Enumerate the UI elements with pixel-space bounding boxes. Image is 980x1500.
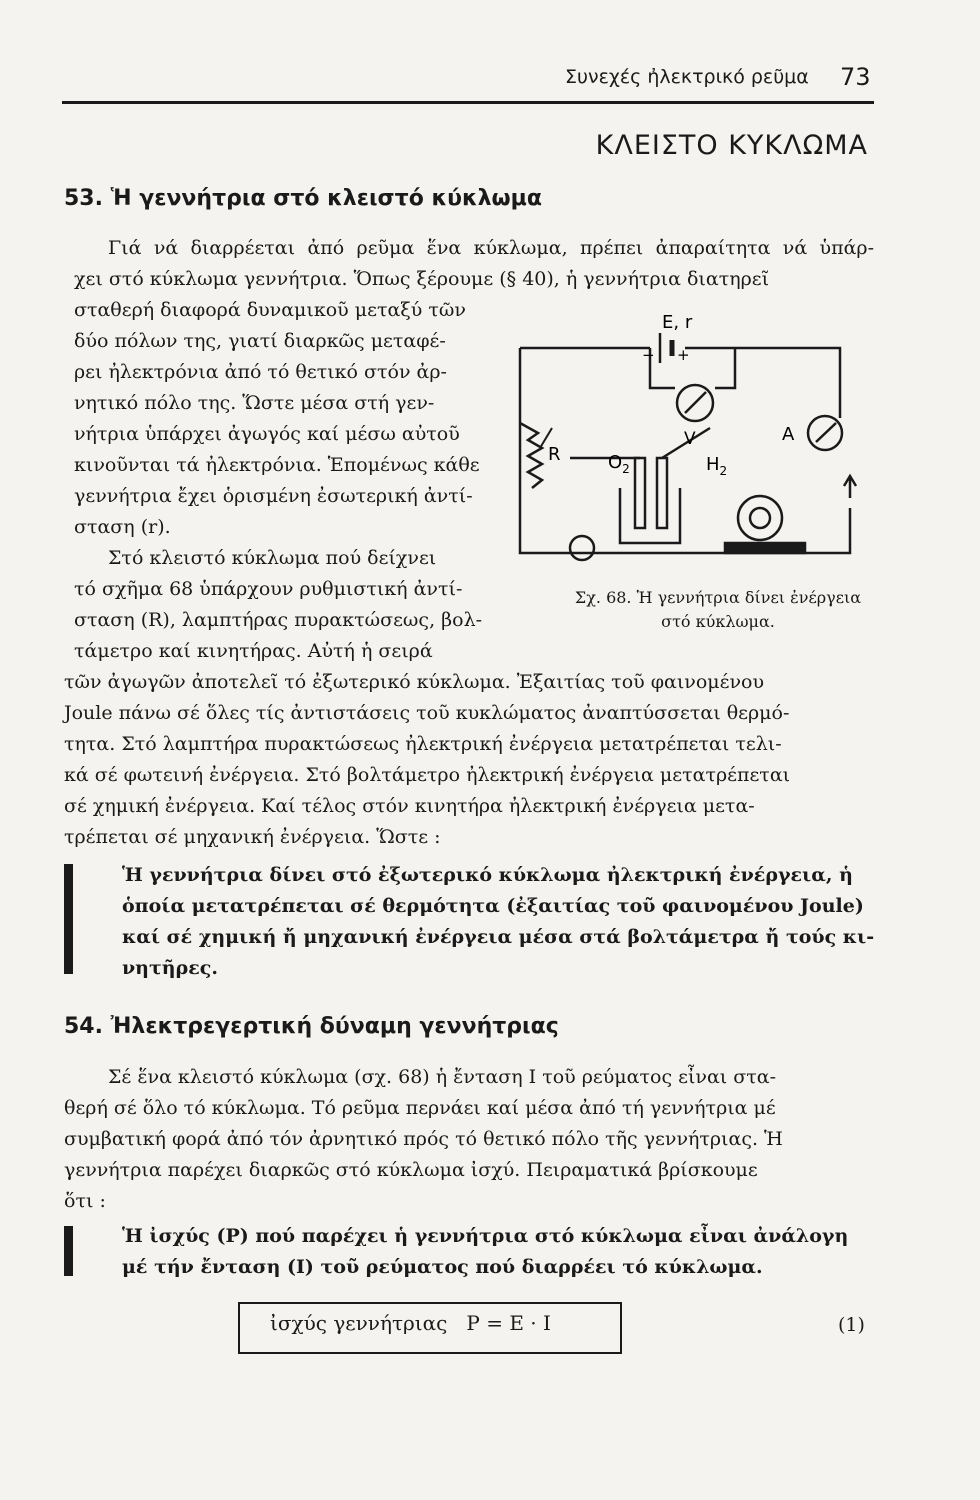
text-line: χει στό κύκλωμα γεννήτρια. Ὅπως ξέρουμε (§ 40), ἡ γεννήτρια διατηρεῖ xyxy=(74,268,770,290)
text-line: τάμετρο καί κινητήρας. Αὐτή ἡ σειρά xyxy=(74,640,433,662)
rheostat-icon xyxy=(520,423,542,488)
text-line: νητικό πόλο της. Ὥστε μέσα στή γεν- xyxy=(74,392,435,414)
text-line: τῶν ἀγωγῶν ἀποτελεῖ τό ἐξωτερικό κύκλωμα. Ἐξαιτίας τοῦ φαινομένου xyxy=(64,671,765,693)
voltmeter-branch xyxy=(650,348,735,388)
text-line: νήτρια ὑπάρχει ἀγωγός καί μέσω αὐτοῦ xyxy=(74,423,460,445)
text-line: μέ τήν ἔνταση (I) τοῦ ρεύματος πού διαρρέει τό κύκλωμα. xyxy=(122,1256,763,1278)
ammeter-label: A xyxy=(782,424,795,445)
text-line: Joule πάνω σέ ὅλες τίς ἀντιστάσεις τοῦ κυκλώματος ἀναπτύσσεται θερμό- xyxy=(64,702,790,724)
text-line: θερή σέ ὅλο τό κύκλωμα. Τό ρεῦμα περνάει καί μέσα ἀπό τή γεννήτρια μέ xyxy=(64,1097,776,1119)
minus-sign: − xyxy=(642,346,655,364)
text-line: καί σέ χημική ἤ μηχανική ἐνέργεια μέσα στά βολτάμετρα ἤ τούς κι- xyxy=(122,926,875,948)
text-line: νητῆρες. xyxy=(122,957,218,979)
formula-number: (1) xyxy=(838,1314,865,1336)
emphasis-bar xyxy=(64,864,73,974)
section-54-heading: 54. Ἠλεκτρεγερτική δύναμη γεννήτριας xyxy=(64,1014,559,1039)
text-line: Σέ ἕνα κλειστό κύκλωμα (σχ. 68) ἡ ἔνταση I τοῦ ρεύματος εἶναι στα- xyxy=(108,1066,777,1088)
section-53-para-1-narrow xyxy=(74,295,504,543)
text-line: Γιά νά διαρρέεται ἀπό ρεῦμα ἕνα κύκλωμα, πρέπει ἀπαραίτητα νά ὑπάρ- xyxy=(108,237,874,259)
text-line: κά σέ φωτεινή ἐνέργεια. Στό βολτάμετρο ἠλεκτρική ἐνέργεια μετατρέπεται xyxy=(64,764,791,786)
text-line: ρει ἠλεκτρόνια ἀπό τό θετικό στόν ἀρ- xyxy=(74,361,447,383)
text-line: τό σχῆμα 68 ὑπάρχουν ρυθμιστική ἀντί- xyxy=(74,578,463,600)
text-line: τητα. Στό λαμπτήρα πυρακτώσεως ἠλεκτρική ἐνέργεια μετατρέπεται τελι- xyxy=(64,733,782,755)
section-53-principle xyxy=(122,860,875,984)
battery-label: E, r xyxy=(662,312,693,333)
voltmeter-label: V xyxy=(684,429,696,449)
current-arrow-icon xyxy=(844,476,856,498)
section-54-principle xyxy=(122,1221,872,1283)
formula: ἰσχύς γεννήτριας P = E · I xyxy=(270,1311,551,1335)
section-53-heading: 53. Ἡ γεννήτρια στό κλειστό κύκλωμα xyxy=(64,186,542,211)
emphasis-bar xyxy=(64,1226,73,1276)
motor-icon xyxy=(738,496,782,540)
text-line: ὅτι : xyxy=(64,1190,106,1212)
text-line: γεννήτρια παρέχει διαρκῶς στό κύκλωμα ἰσχύ. Πειραματικά βρίσκουμε xyxy=(64,1159,758,1181)
text-line: δύο πόλων της, γιατί διαρκῶς μεταφέ- xyxy=(74,330,446,352)
text-line: γεννήτρια ἔχει ὁρισμένη ἐσωτερική ἀντί- xyxy=(74,485,473,507)
text-line: σταση (r). xyxy=(74,516,171,538)
oxygen-label: $O_2$ xyxy=(608,452,630,476)
plus-sign: + xyxy=(677,346,690,364)
text-line: ὁποία μετατρέπεται σέ θερμότητα (ἐξαιτίας τοῦ φαινομένου Joule) xyxy=(122,895,864,917)
text-line: σταθερή διαφορά δυναμικοῦ μεταξύ τῶν xyxy=(74,299,466,321)
voltameter-icon xyxy=(620,488,680,543)
chapter-title: ΚΛΕΙΣΤΟ ΚΥΚΛΩΜΑ xyxy=(595,130,868,161)
text-line: σέ χημική ἐνέργεια. Καί τέλος στόν κινητήρα ἠλεκτρική ἐνέργεια μετα- xyxy=(64,795,755,817)
text-line: συμβατική φορά ἀπό τόν ἀρνητικό πρός τό θετικό πόλο τῆς γεννήτριας. Ἡ xyxy=(64,1128,783,1150)
text-line: Ἡ γεννήτρια δίνει στό ἐξωτερικό κύκλωμα ἠλεκτρική ἐνέργεια, ἡ xyxy=(122,864,853,886)
circuit-diagram xyxy=(510,308,870,578)
text-line: Ἡ ἰσχύς (P) πού παρέχει ἡ γεννήτρια στό κύκλωμα εἶναι ἀνάλογη xyxy=(122,1225,849,1247)
lamp-icon xyxy=(570,536,594,560)
resistor-label: R xyxy=(548,444,561,465)
figure-caption xyxy=(558,586,878,634)
running-header: Συνεχές ἠλεκτρικό ρεῦμα xyxy=(565,66,809,88)
hydrogen-label: $H_2$ xyxy=(706,454,728,478)
caption-line: Σχ. 68. Ἡ γεννήτρια δίνει ἐνέργεια xyxy=(574,588,862,607)
text-line: τρέπεται σέ μηχανική ἐνέργεια. Ὥστε : xyxy=(64,826,441,848)
caption-line: στό κύκλωμα. xyxy=(661,612,775,631)
section-53-para-2-narrow xyxy=(74,543,504,667)
section-53-para-2-wide xyxy=(64,667,874,853)
section-53-para-1 xyxy=(74,233,874,295)
text-line: κινοῦνται τά ἠλεκτρόνια. Ἑπομένως κάθε xyxy=(74,454,480,476)
text-line: σταση (R), λαμπτήρας πυρακτώσεως, βολ- xyxy=(74,609,483,631)
page-number: 73 xyxy=(840,63,871,91)
text-line: Στό κλειστό κύκλωμα πού δείχνει xyxy=(108,547,437,569)
wire-left-bottom xyxy=(520,348,850,553)
section-54-para xyxy=(64,1062,874,1217)
header-rule xyxy=(62,101,874,104)
